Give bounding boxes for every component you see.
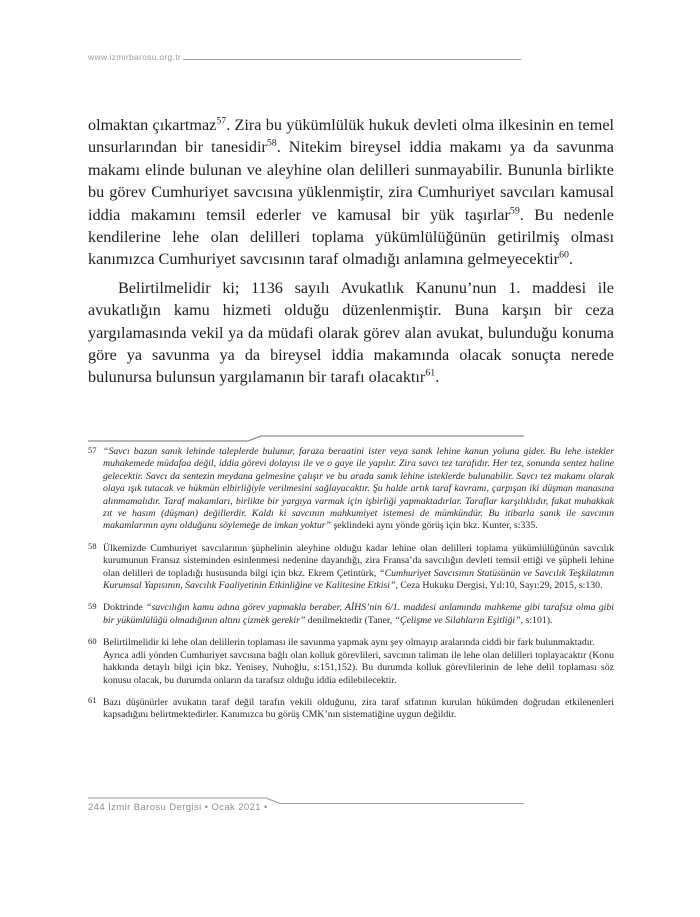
text-run: olmaktan çıkartmaz bbox=[88, 116, 217, 134]
text-run: “Savcı bazan sanık lehinde taleplerde bulunur, faraza beraatini ister veya sanık lehine kanun yoluna gider. Bu lehe istekler muhakemede müdafaa değil, iddia görevi dolayısı ile ve o gaye ile yapılır. Zira savcı tez tarafıdır. Her tez, sonunda sentez haline gelecektir. Savcı da sentezin meydana gelmesine çalışır ve bu arada sanık lehine isteklerde bulunabilir. Savcı tez makamı olarak olaya ışık tutacak ve hükmün elbirliğiyle verilmesini sağlayacaktır. Şu halde artık taraf kavramı, çarpışan iki düşman manasına alınmamalıdır. Taraf makamları, birlikte bir yargıya varmak için işbirliği yapmaktadırlar. Taraflar karşılıklıdır, fakat muhakkak zıt ve hasım (düşman) değillerdir. Kaldı ki savcının mahkumiyet istemesi de mümkündür. Bu itibarla sanık ile savcının makamlarının aynı olduğunu söylemeğe de imkan yoktur” bbox=[103, 446, 614, 532]
text-run: , s:101). bbox=[520, 614, 553, 626]
body-paragraph-1 bbox=[88, 114, 614, 271]
footnote bbox=[88, 602, 614, 627]
text-run: “savcılığın kamu adına görev yapmakla beraber, AİHS’nin 6/1. maddesi anlamında mahkeme gibi tarafsız olma gibi bir yükümlülüğü olmadığının altını çizmek gerekir” bbox=[103, 602, 614, 626]
footnote bbox=[88, 446, 614, 533]
footnote-text bbox=[103, 637, 614, 685]
text-run: Belirtilmelidir ki lehe olan delillerin toplaması ile savunma yapmak aynı şey olmayıp aralarında ciddi bir fark bulunmaktadır. bbox=[103, 637, 595, 649]
footnote-number: 61 bbox=[88, 696, 97, 706]
footnote-ref-superscript: 59 bbox=[509, 205, 520, 217]
footnote-text bbox=[103, 602, 614, 625]
body-paragraph-2 bbox=[88, 277, 614, 389]
footnote-text bbox=[103, 446, 614, 531]
text-run: şeklindeki aynı yönde görüş için bkz. Kunter, s:335. bbox=[331, 520, 538, 532]
footnote-number: 58 bbox=[88, 542, 97, 552]
text-run: . bbox=[435, 368, 440, 387]
footnote-separator-rule bbox=[88, 431, 525, 445]
text-run: . Zira bu yükümlülük hukuk devleti olma ilkesinin en temel unsurlarından bir tanesidir bbox=[88, 116, 615, 157]
footnote-number: 59 bbox=[88, 601, 97, 611]
footnote bbox=[88, 637, 614, 687]
text-run: denilmektedir (Taner, bbox=[305, 614, 395, 626]
text-run: “Çelişme ve Silahların Eşitliği” bbox=[394, 614, 521, 626]
text-run: . Bu nedenle kendilerine lehe olan delilleri toplama yükümlülüğünün getirilmiş olması kanımızca Cumhuriyet savcısının taraf olmadığı anlamına gelmeyecektir bbox=[88, 205, 614, 269]
text-run: “Cumhuriyet Savcısının Statüsünün ve Savcılık Teşkilatının Kurumsal Yapısının, Savcılık Faaliyetinin Etkinliğine ve Kalitesine Etkisi” bbox=[103, 567, 614, 592]
header-site-url: www.izmirbarosu.org.tr bbox=[88, 52, 182, 62]
text-run: Bazı düşünürler avukatın taraf değil tarafın vekili olduğunu, zira taraf sıfatının kurulan hükümden doğrudan etkilenenleri kapsadığını belirtmektedirler. Kanımızca bu görüş CMK’nın sistematiğine uygun değildir. bbox=[103, 696, 614, 721]
text-run: Ülkemizde Cumhuriyet savcılarının şüphelinin aleyhine olduğu kadar lehine olan delilleri toplama yükümlülüğünün savcılık kurumunun Fransız sisteminden esinlenmesi nedenine dayandığı, zira Fransa’da savcılığın devleti temsil ettiği ve şüpheli lehine olan delilleri de topladığı hususunda bilgi için bkz. Ekrem Çetintürk, bbox=[103, 542, 614, 579]
footnote-number: 60 bbox=[88, 636, 97, 646]
footnote-number: 57 bbox=[88, 445, 97, 455]
footnote bbox=[88, 543, 614, 593]
text-run: Belirtilmelidir ki; 1136 sayılı Avukatlık Kanunu’nun 1. maddesi ile avukatlığın kamu hizmeti olduğu düzenlenmiştir. Buna karşın bir ceza yargılamasında vekil ya da müdafi olarak görev alan avukat, bulunduğu konuma göre ya savunma ya da bireysel iddia makamında olacak sonuçta nerede bulunursa bulunsun yargılamanın bir tarafı olacaktır bbox=[88, 278, 614, 387]
footnote-ref-superscript: 60 bbox=[559, 250, 569, 262]
footnote bbox=[88, 697, 614, 722]
footer-journal-info: 244 İzmir Barosu Dergisi • Ocak 2021 • bbox=[88, 802, 268, 813]
text-run: Ayrıca adli yönden Cumhuriyet savcısına bağlı olan kolluk görevlileri, savcının talimatı ile lehe olan delilleri toplayacaktır (Konu hakkında detaylı bilgi için bkz. Yenisey, Nuhoğlu, s:151,152). Bu durumda kolluk görevlilerinin de lehe delil toplaması söz konusu olacak, bu durumda onların da tarafsız olduğu iddia edilebilecektir. bbox=[103, 649, 614, 686]
footnote-ref-superscript: 57 bbox=[216, 115, 227, 127]
header-rule bbox=[183, 59, 521, 60]
footnote-text bbox=[103, 543, 614, 591]
text-run: . bbox=[568, 250, 573, 269]
footnote-ref-superscript: 58 bbox=[266, 138, 277, 150]
text-run: . Nitekim bireysel iddia makamı ya da savunma makamı elinde bulunan ve aleyhine olan delilleri sunmayabilir. Bununla birlikte bu görev Cumhuriyet savcısına yüklenmiştir, zira Cumhuriyet savcıları kamusal iddia makamını temsil ederler ve kamusal bir yük taşırlar bbox=[88, 138, 614, 224]
article-body bbox=[88, 114, 614, 389]
footnotes-section bbox=[88, 446, 614, 732]
text-run: Doktrinde bbox=[103, 602, 146, 614]
footnote-text bbox=[103, 697, 614, 720]
footnote-ref-superscript: 61 bbox=[425, 368, 436, 380]
text-run: , Ceza Hukuku Dergisi, Yıl:10, Sayı:29, 2015, s:130. bbox=[395, 580, 603, 592]
